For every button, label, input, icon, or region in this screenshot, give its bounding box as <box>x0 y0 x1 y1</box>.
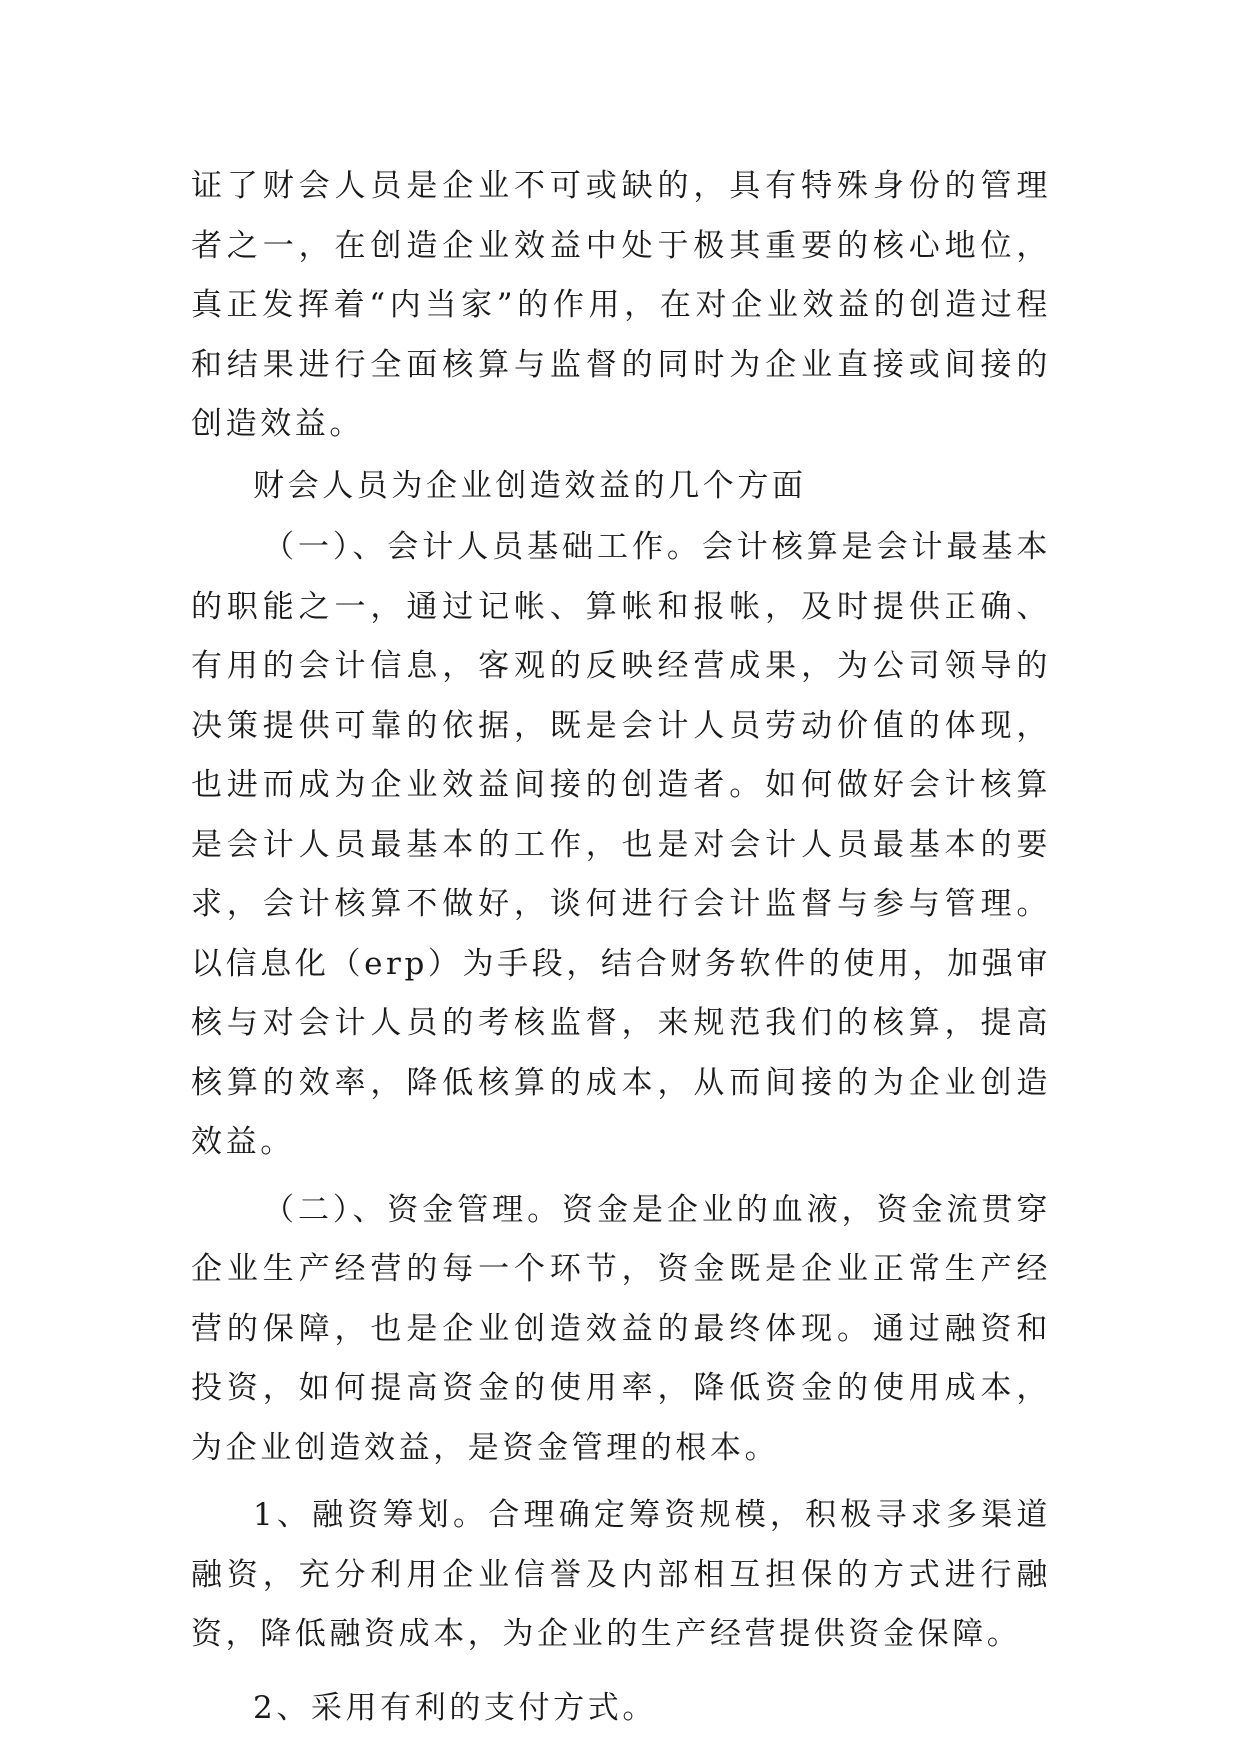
document-body <box>191 157 1051 1738</box>
paragraph-financing-plan: 1、融资筹划。合理确定筹资规模，积极寻求多渠道融资，充分利用企业信誉及内部相互担保的方式进行融资，降低融资成本，为企业的生产经营提供资金保障。 <box>191 1497 1051 1652</box>
section-heading: 财会人员为企业创造效益的几个方面 <box>253 467 807 504</box>
paragraph-continuation: 证了财会人员是企业不可或缺的，具有特殊身份的管理者之一，在创造企业效益中处于极其重要的核心地位，真正发挥着“内当家”的作用，在对企业效益的创造过程和结果进行全面核算与监督的同时为企业直接或间接的创造效益。 <box>191 168 1051 442</box>
paragraph-accounting-basics: （一）、会计人员基础工作。会计核算是会计最基本的职能之一，通过记帐、算帐和报帐，及时提供正确、有用的会计信息，客观的反映经营成果，为公司领导的决策提供可靠的依据，既是会计人员劳动价值的体现，也进而成为企业效益间接的创造者。如何做好会计核算是会计人员最基本的工作，也是对会计人员最基本的要求，会计核算不做好，谈何进行会计监督与参与管理。以信息化（erp）为手段，结合财务软件的使用，加强审核与对会计人员的考核监督，来规范我们的核算，提高核算的效率，降低核算的成本，从而间接的为企业创造效益。 <box>191 529 1051 1160</box>
paragraph-payment-method: 2、采用有利的支付方式。 <box>253 1689 657 1726</box>
paragraph-fund-management: （二）、资金管理。资金是企业的血液，资金流贯穿企业生产经营的每一个环节，资金既是企业正常生产经营的保障，也是企业创造效益的最终体现。通过融资和投资，如何提高资金的使用率，降低资金的使用成本，为企业创造效益，是资金管理的根本。 <box>191 1191 1051 1466</box>
